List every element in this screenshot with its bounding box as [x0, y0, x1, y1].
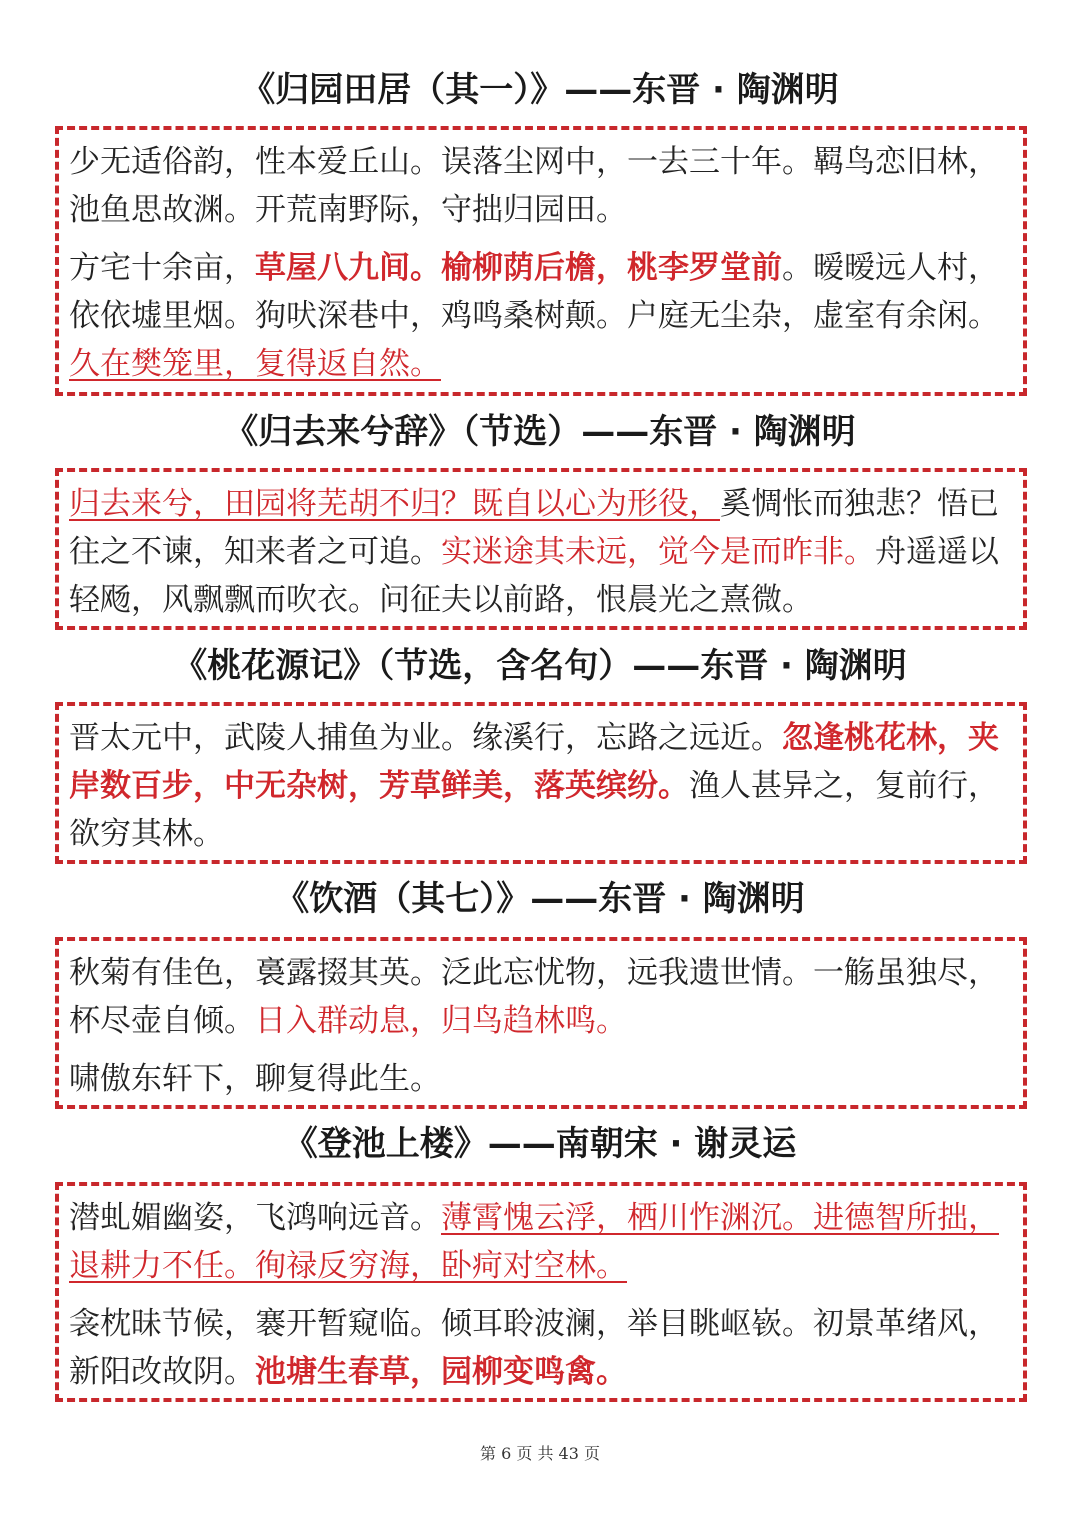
famous-line-bold: 草屋八九间。榆柳荫后檐，桃李罗堂前 — [255, 250, 782, 286]
poem-text: 潜虬媚幽姿，飞鸿响远音。 — [69, 1200, 441, 1236]
poem-paragraph — [69, 1055, 1013, 1103]
poem-paragraph — [69, 1300, 1013, 1396]
poem-text: 舟遥遥以轻飏，风飘飘而吹衣。问征夫以前路，恨晨光之熹微。 — [69, 534, 999, 618]
poem-box — [55, 702, 1027, 864]
section-title: 《桃花源记》（节选，含名句）——东晋 · 陶渊明 — [173, 646, 907, 686]
poem-text: 啸傲东轩下，聊复得此生。 — [69, 1061, 441, 1097]
famous-line-underlined: 薄霄愧云浮，栖川怍渊沉。进德智所拙，退耕力不任。徇禄反穷海，卧疴对空林。 — [69, 1200, 999, 1284]
section-title: 《登池上楼》——南朝宋 · 谢灵运 — [283, 1124, 797, 1164]
poem-text: 渔人甚异之，复前行，欲穷其林。 — [69, 768, 999, 852]
poem-text: 晋太元中，武陵人捕鱼为业。缘溪行，忘路之远近。 — [69, 720, 782, 756]
poem-paragraph — [69, 949, 1013, 1045]
section-title: 《饮酒（其七）》——东晋 · 陶渊明 — [275, 879, 805, 919]
famous-line-bold: 池塘生春草，园柳变鸣禽。 — [255, 1354, 627, 1390]
poem-box — [55, 1182, 1027, 1402]
poem-text: 衾枕昧节候，褰开暂窥临。倾耳聆波澜，举目眺岖嵚。初景革绪风，新阳改故阴。 — [69, 1306, 999, 1390]
famous-line-underlined: 归去来兮，田园将芜胡不归？既自以心为形役， — [69, 486, 720, 522]
section-title: 《归园田居（其一）》——东晋 · 陶渊明 — [241, 70, 839, 110]
poem-paragraph — [69, 480, 1013, 624]
poem-box — [55, 468, 1027, 630]
famous-line: 实迷途其未远，觉今是而昨非。 — [441, 534, 875, 570]
poem-paragraph — [69, 138, 1013, 234]
famous-line: 日入群动息，归鸟趋林鸣。 — [255, 1003, 627, 1039]
poem-paragraph — [69, 244, 1013, 388]
section-title: 《归去来兮辞》（节选）——东晋 · 陶渊明 — [224, 412, 856, 452]
poem-text: 少无适俗韵，性本爱丘山。误落尘网中，一去三十年。羁鸟恋旧林，池鱼思故渊。开荒南野际，守拙归园田。 — [69, 144, 999, 228]
poem-box — [55, 126, 1027, 396]
poem-text: 方宅十余亩， — [69, 250, 255, 286]
poem-paragraph — [69, 1194, 1013, 1290]
poem-text: 奚惆怅而独悲？悟已往之不谏，知来者之可追。 — [69, 486, 999, 570]
famous-line-underlined: 久在樊笼里，复得返自然。 — [69, 346, 441, 382]
poem-box — [55, 937, 1027, 1109]
poem-text: 秋菊有佳色，裛露掇其英。泛此忘忧物，远我遗世情。一觞虽独尽，杯尽壶自倾。 — [69, 955, 999, 1039]
poem-text: 。暧暧远人村，依依墟里烟。狗吠深巷中，鸡鸣桑树颠。户庭无尘杂，虚室有余闲。 — [69, 250, 999, 334]
poem-paragraph — [69, 714, 1013, 858]
famous-line-bold: 忽逢桃花林，夹岸数百步，中无杂树，芳草鲜美，落英缤纷。 — [69, 720, 999, 804]
page-number: 第 6 页 共 43 页 — [480, 1444, 600, 1463]
